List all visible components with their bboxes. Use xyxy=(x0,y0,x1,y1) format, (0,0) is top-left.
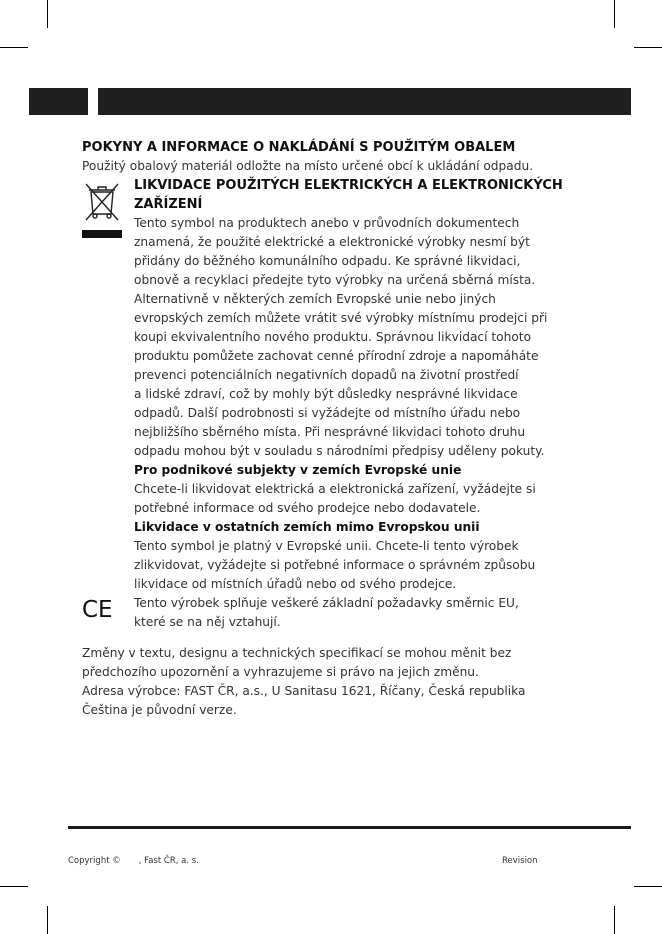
weee-section xyxy=(134,176,584,594)
crop-mark xyxy=(0,47,28,48)
crop-mark xyxy=(0,886,28,887)
crop-mark xyxy=(47,906,48,934)
closing-line: Adresa výrobce: FAST ČR, a.s., U Sanitasu 1621, Říčany, Česká republika xyxy=(82,684,526,698)
business-line: potřebné informace od svého prodejce nebo dodavatele. xyxy=(134,501,481,515)
weee-line: evropských zemích můžete vrátit své výrobky místnímu prodejci při xyxy=(134,311,548,325)
ce-line: Tento výrobek splňuje veškeré základní požadavky směrnic EU, xyxy=(134,596,519,610)
header-bar-left xyxy=(29,88,88,115)
crop-mark xyxy=(634,886,662,887)
weee-line: a lidské zdraví, což by mohly být důsledky nesprávné likvidace xyxy=(134,387,518,401)
weee-line: Alternativně v některých zemích Evropské unie nebo jiných xyxy=(134,292,496,306)
crop-mark xyxy=(614,0,615,28)
weee-line: odpadu mohou být v souladu s národními předpisy uděleny pokuty. xyxy=(134,444,545,458)
outside-eu-title: Likvidace v ostatních zemích mimo Evropskou unii xyxy=(134,520,480,534)
header-bar-right xyxy=(98,88,631,115)
crop-mark xyxy=(47,0,48,28)
copyright-suffix: , Fast ČR, a. s. xyxy=(138,856,199,866)
footer-revision: Revision xyxy=(502,856,538,866)
document-content xyxy=(82,138,582,720)
footer-copyright xyxy=(68,856,199,866)
weee-line: znamená, že použité elektrické a elektronické výrobky nesmí být xyxy=(134,235,530,249)
section-title: POKYNY A INFORMACE O NAKLÁDÁNÍ S POUŽITÝM OBALEM xyxy=(82,140,516,155)
closing-line: Čeština je původní verze. xyxy=(82,703,237,717)
crop-mark xyxy=(614,906,615,934)
weee-line: odpadů. Další podrobnosti si vyžádejte od místního úřadu nebo xyxy=(134,406,521,420)
weee-line: nejbližšího sběrného místa. Při nesprávné likvidaci tohoto druhu xyxy=(134,425,526,439)
weee-line: produktu pomůžete zachovat cenné přírodní zdroje a napomáháte xyxy=(134,349,539,363)
copyright-prefix: Copyright © xyxy=(68,856,121,866)
weee-line: Tento symbol na produktech anebo v průvodních dokumentech xyxy=(134,216,520,230)
business-title: Pro podnikové subjekty v zemích Evropské unie xyxy=(134,463,462,477)
ce-line: které se na něj vztahují. xyxy=(134,615,281,629)
packaging-text: Použitý obalový materiál odložte na místo určené obcí k ukládání odpadu. xyxy=(82,159,534,173)
svg-text:CE: CE xyxy=(82,597,113,620)
weee-line: obnově a recyklaci předejte tyto výrobky na určená sběrná místa. xyxy=(134,273,536,287)
ce-mark-icon xyxy=(82,596,118,620)
outside-eu-line: Tento symbol je platný v Evropské unii. Chcete-li tento výrobek xyxy=(134,539,519,553)
footer-rule xyxy=(68,826,631,829)
weee-title: LIKVIDACE POUŽITÝCH ELEKTRICKÝCH A ELEKTRONICKÝCH xyxy=(134,178,563,193)
weee-line: prevenci potenciálních negativních dopadů na životní prostředí xyxy=(134,368,519,382)
ce-section xyxy=(82,594,582,632)
outside-eu-line: zlikvidovat, vyžádejte si potřebné informace o správném způsobu xyxy=(134,558,536,572)
weee-line: koupi ekvivalentního nového produktu. Správnou likvidací tohoto xyxy=(134,330,532,344)
business-line: Chcete-li likvidovat elektrická a elektronická zařízení, vyžádejte si xyxy=(134,482,536,496)
crop-mark xyxy=(634,47,662,48)
closing-line: Změny v textu, designu a technických specifikací se mohou měnit bez xyxy=(82,646,512,660)
weee-title: ZAŘÍZENÍ xyxy=(134,197,203,212)
outside-eu-line: likvidace od místních úřadů nebo od svého prodejce. xyxy=(134,577,457,591)
weee-line: přidány do běžného komunálního odpadu. Ke správné likvidaci, xyxy=(134,254,521,268)
closing-line: předchozího upozornění a vyhrazujeme si právo na jejich změnu. xyxy=(82,665,479,679)
